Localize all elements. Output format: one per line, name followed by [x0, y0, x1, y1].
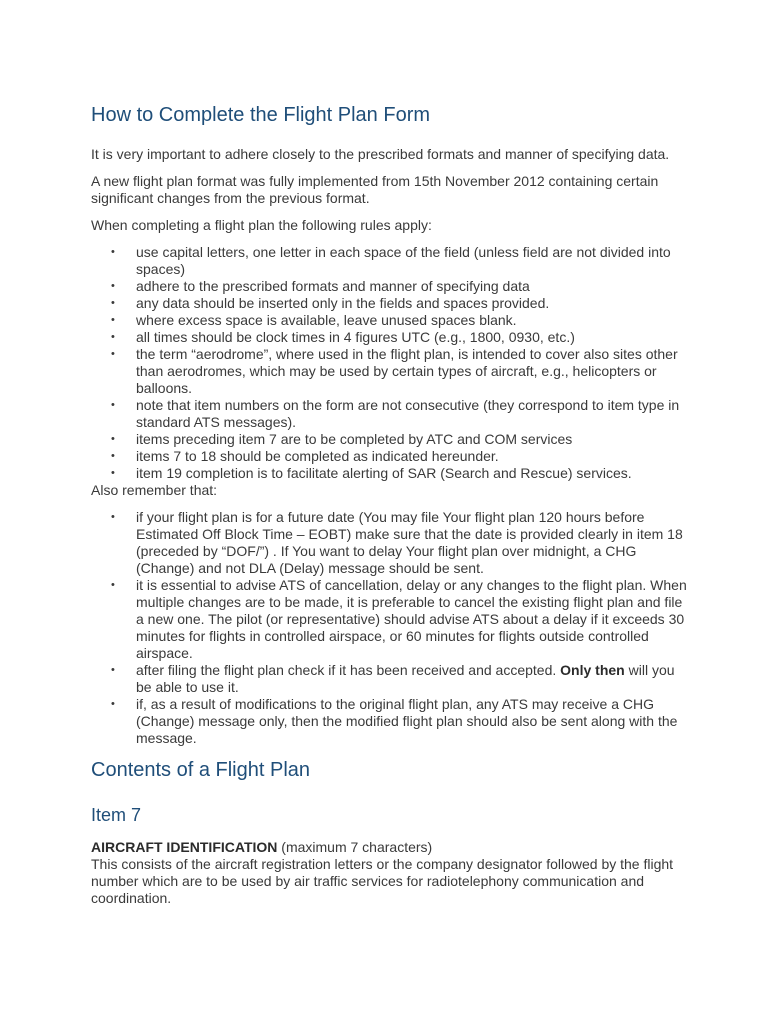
list-item: • where excess space is available, leave unused spaces blank. — [111, 312, 517, 328]
bullet-icon: • — [111, 331, 115, 343]
field-body: This consists of the aircraft registration letters or the company designator followed by the flight number which are to be used by air traffic services for radiotelephony communication and coordination. — [91, 856, 674, 906]
bullet-icon: • — [111, 664, 115, 676]
subsection-heading: Item 7 — [91, 805, 142, 825]
page-title: How to Complete the Flight Plan Form — [91, 104, 431, 126]
list-item: • the term “aerodrome”, where used in the flight plan, is intended to cover also sites other than aerodromes, which may be used by certain types of aircraft, e.g., helicopters or balloons. — [111, 346, 678, 396]
intro-paragraph: A new flight plan format was fully implemented from 15th November 2012 containing certain significant changes from the previous format. — [91, 173, 659, 206]
intro-paragraph: It is very important to adhere closely to the prescribed formats and manner of specifying data. — [91, 146, 670, 162]
rules-lead-in: When completing a flight plan the following rules apply: — [91, 217, 432, 233]
bullet-icon: • — [111, 698, 115, 710]
field-description — [91, 839, 691, 856]
list-item: • after filing the flight plan check if it has been received and accepted. Only then will you be able to use it. — [111, 662, 675, 695]
also-remember-label: Also remember that: — [91, 482, 218, 498]
list-item: • if your flight plan is for a future date (You may file Your flight plan 120 hours before Estimated Off Block Time – EOBT) make sure that the date is provided clearly in item 18 (preceded by “DOF/”) . If You want to delay Your flight plan over midnight, a CHG (Change) and not DLA (Delay) message should be sent. — [111, 509, 683, 576]
rules-list — [91, 244, 691, 482]
list-item: • all times should be clock times in 4 figures UTC (e.g., 1800, 0930, etc.) — [111, 329, 575, 345]
bullet-icon: • — [111, 433, 115, 445]
list-item: • it is essential to advise ATS of cancellation, delay or any changes to the flight plan. When multiple changes are to be made, it is preferable to cancel the existing flight plan and file a new one. The pilot (or representative) should advise ATS about a delay if it exceeds 30 minutes for flights in controlled airspace, or 60 minutes for flights outside controlled airspace. — [111, 577, 687, 661]
list-item: • adhere to the prescribed formats and manner of specifying data — [111, 278, 530, 294]
bullet-icon: • — [111, 467, 115, 479]
section-heading: Contents of a Flight Plan — [91, 759, 311, 781]
remember-list — [91, 509, 691, 747]
bullet-icon: • — [111, 348, 115, 360]
bullet-icon: • — [111, 280, 115, 292]
document-content — [91, 102, 691, 917]
bullet-icon: • — [111, 399, 115, 411]
field-label: AIRCRAFT IDENTIFICATION — [91, 839, 278, 855]
list-item: • use capital letters, one letter in each space of the field (unless field are not divided into spaces) — [111, 244, 671, 277]
list-item: • items preceding item 7 are to be completed by ATC and COM services — [111, 431, 573, 447]
list-item: • note that item numbers on the form are not consecutive (they correspond to item type in standard ATS messages). — [111, 397, 680, 430]
emphasis-text: Only then — [560, 662, 625, 678]
list-item: • any data should be inserted only in the fields and spaces provided. — [111, 295, 550, 311]
field-note: (maximum 7 characters) — [281, 839, 433, 855]
list-item: • item 19 completion is to facilitate alerting of SAR (Search and Rescue) services. — [111, 465, 632, 481]
list-item: • items 7 to 18 should be completed as indicated hereunder. — [111, 448, 499, 464]
bullet-icon: • — [111, 511, 115, 523]
bullet-icon: • — [111, 297, 115, 309]
bullet-icon: • — [111, 579, 115, 591]
bullet-icon: • — [111, 450, 115, 462]
list-item: • if, as a result of modifications to the original flight plan, any ATS may receive a CHG (Change) message only, then the modified flight plan should also be sent along with the message. — [111, 696, 678, 746]
bullet-icon: • — [111, 246, 115, 258]
bullet-icon: • — [111, 314, 115, 326]
